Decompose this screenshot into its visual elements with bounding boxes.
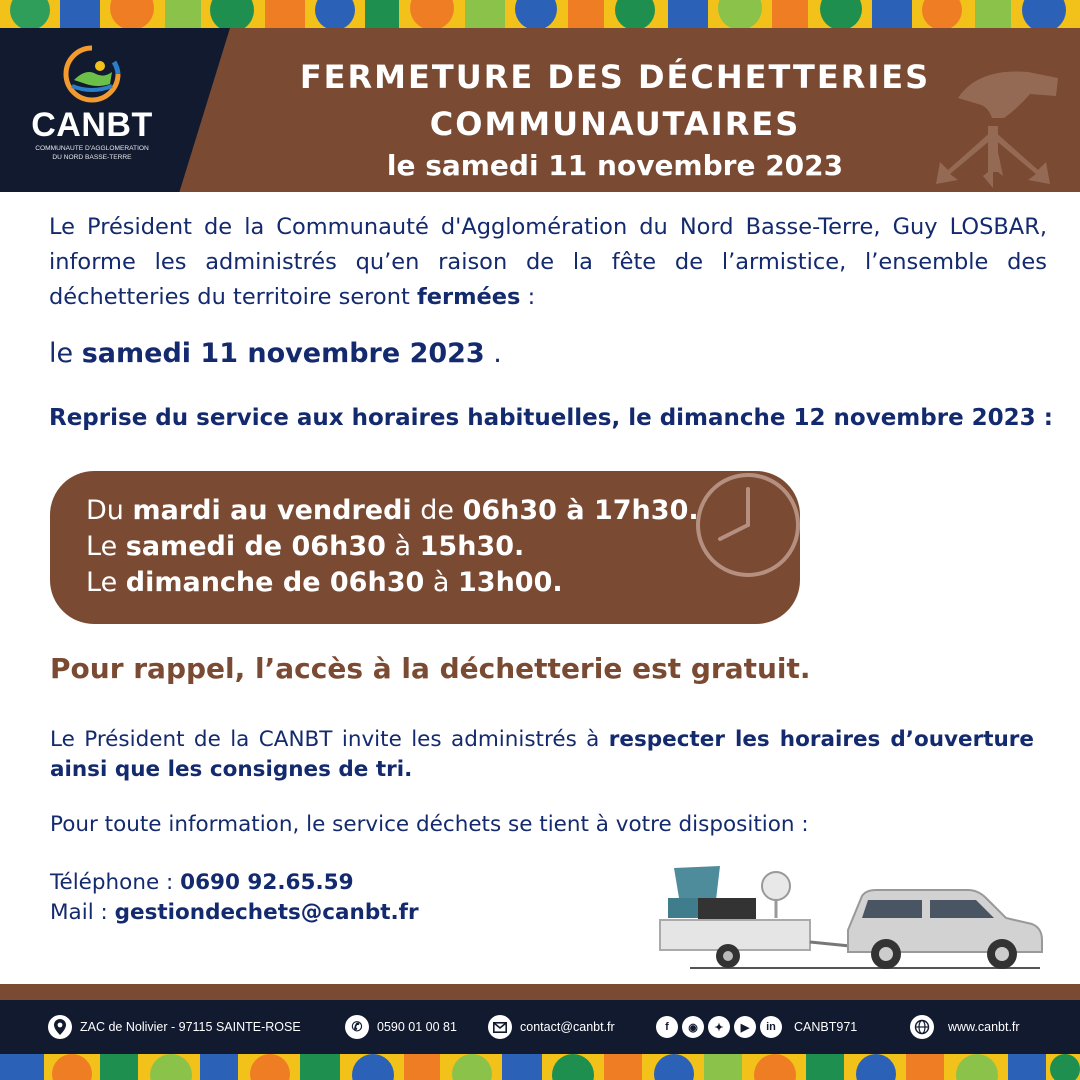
contact-phone bbox=[50, 870, 354, 895]
hours-line-sunday bbox=[86, 567, 563, 598]
hours-bold: . bbox=[552, 567, 563, 598]
footer-address-text: ZAC de Nolivier - 97115 SAINTE-ROSE bbox=[80, 1020, 301, 1034]
hours-bold: 15h30 bbox=[419, 531, 514, 562]
hand-recycle-icon bbox=[918, 58, 1068, 188]
footer-social bbox=[656, 1000, 857, 1054]
page-title-line2: COMMUNAUTAIRES bbox=[429, 105, 801, 143]
bottom-decorative-band bbox=[0, 1054, 1080, 1080]
free-access-reminder: Pour rappel, l’accès à la déchetterie est gratuit. bbox=[50, 652, 811, 685]
email-icon bbox=[488, 1015, 512, 1039]
clock-icon bbox=[690, 471, 800, 583]
footer-phone[interactable] bbox=[345, 1000, 457, 1054]
contact-mail bbox=[50, 900, 419, 925]
footer-bar bbox=[0, 1000, 1080, 1054]
twitter-icon[interactable]: ✦ bbox=[708, 1016, 730, 1038]
phone-label: Téléphone : bbox=[50, 870, 181, 895]
footer-website[interactable] bbox=[910, 1000, 1020, 1054]
closure-prefix: le bbox=[49, 338, 82, 369]
hours-bold: mardi au vendredi bbox=[132, 495, 412, 526]
footer-separator bbox=[0, 984, 1080, 1000]
reprise-suffix: : bbox=[1035, 405, 1053, 431]
reprise-text: Reprise du service aux horaires habituelles, le dimanche 12 novembre 2023 bbox=[49, 405, 1036, 431]
hours-bold: . bbox=[514, 531, 525, 562]
intro-end: : bbox=[520, 284, 536, 310]
page-title-date: le samedi 11 novembre 2023 bbox=[386, 149, 844, 182]
hours-line-weekdays bbox=[86, 495, 699, 526]
hours-text: à bbox=[424, 567, 458, 598]
hours-line-saturday bbox=[86, 531, 524, 562]
phone-number[interactable]: 0690 92.65.59 bbox=[180, 870, 354, 895]
logo-subtitle bbox=[20, 144, 164, 162]
hours-text: Le bbox=[86, 531, 126, 562]
footer-email[interactable] bbox=[488, 1000, 615, 1054]
footer-email-text: contact@canbt.fr bbox=[520, 1020, 615, 1034]
top-decorative-band bbox=[0, 0, 1080, 28]
car-trailer-illustration bbox=[650, 860, 1050, 980]
facebook-icon[interactable]: f bbox=[656, 1016, 678, 1038]
intro-paragraph bbox=[49, 210, 1047, 315]
logo-subtitle-line2: DU NORD BASSE-TERRE bbox=[52, 154, 132, 161]
youtube-icon[interactable]: ▶ bbox=[734, 1016, 756, 1038]
logo-subtitle-line1: COMMUNAUTE D'AGGLOMERATION bbox=[35, 145, 149, 152]
invite-paragraph bbox=[50, 725, 1034, 785]
intro-bold-closed: fermées bbox=[416, 284, 521, 310]
footer-address bbox=[48, 1000, 301, 1054]
instagram-icon[interactable]: ◉ bbox=[682, 1016, 704, 1038]
reprise-heading bbox=[49, 405, 1053, 431]
closure-date-line bbox=[49, 338, 502, 369]
header-banner bbox=[0, 28, 1080, 192]
footer-phone-text: 0590 01 00 81 bbox=[377, 1020, 457, 1034]
closure-date: samedi 11 novembre 2023 bbox=[81, 338, 485, 369]
hours-text: de bbox=[411, 495, 463, 526]
intro-text: Le Président de la Communauté d'Agglomération du Nord Basse-Terre, Guy LOSBAR, informe les administrés qu’en raison de la fête de l’armistice, l’ensemble des déchetteries du territoire seront bbox=[49, 214, 1047, 310]
hours-text: Le bbox=[86, 567, 126, 598]
hours-bold: . bbox=[688, 495, 699, 526]
phone-icon: ✆ bbox=[345, 1015, 369, 1039]
closure-suffix: . bbox=[484, 338, 502, 369]
location-pin-icon bbox=[48, 1015, 72, 1039]
page-title-line1: FERMETURE DES DÉCHETTERIES bbox=[299, 58, 931, 96]
hours-bold: samedi de 06h30 bbox=[125, 531, 386, 562]
invite-text: Le Président de la CANBT invite les administrés à bbox=[50, 727, 609, 752]
invite-bold: respecter les horaires d’ouverture ainsi que les consignes de tri. bbox=[50, 727, 1034, 782]
social-handle: CANBT971 bbox=[794, 1020, 858, 1034]
hours-bold: 06h30 à 17h30 bbox=[462, 495, 689, 526]
info-line: Pour toute information, le service déchets se tient à votre disposition : bbox=[50, 812, 809, 837]
opening-hours-box bbox=[50, 471, 800, 624]
hours-text: à bbox=[385, 531, 420, 562]
footer-website-text: www.canbt.fr bbox=[948, 1020, 1020, 1034]
canbt-logo-icon bbox=[62, 44, 122, 104]
hours-bold: dimanche de 06h30 bbox=[125, 567, 425, 598]
hours-text: Du bbox=[86, 495, 133, 526]
mail-address[interactable]: gestiondechets@canbt.fr bbox=[114, 900, 419, 925]
mail-label: Mail : bbox=[50, 900, 115, 925]
linkedin-icon[interactable]: in bbox=[760, 1016, 782, 1038]
globe-icon bbox=[910, 1015, 934, 1039]
logo-name: CANBT bbox=[31, 106, 153, 144]
hours-bold: 13h00 bbox=[458, 567, 553, 598]
